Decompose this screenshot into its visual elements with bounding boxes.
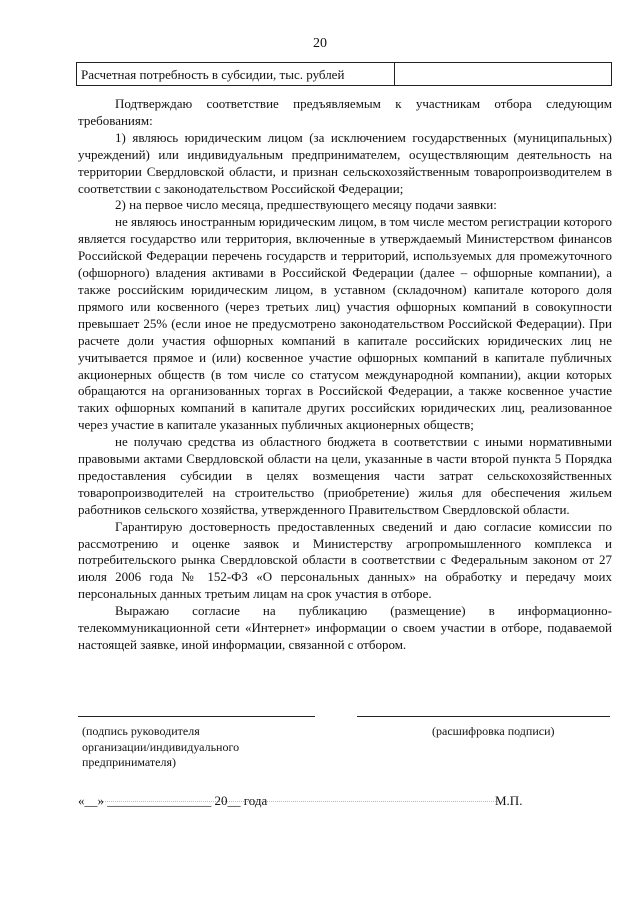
signature-caption: (подпись руководителя организации/индивидуального предпринимателя) [82,724,240,769]
signature-line[interactable] [78,716,315,717]
paragraph-requirement-1: 1) являюсь юридическим лицом (за исключением государственных (муниципальных) учреждений) или индивидуальным предпринимателем, осуществляющим деятельность на территории Свердловской области, и признан сельскохозяйственным товаропроизводителем в соответствии с законодательством Российской Федерации; [78,129,612,196]
subsidy-label-cell: Расчетная потребность в субсидии, тыс. рублей [77,63,395,85]
declaration-body [78,96,612,654]
date-field[interactable]: «__» ________________ 20__ года [78,793,268,808]
subsidy-value-cell[interactable] [395,63,611,85]
paragraph-offshore: не являюсь иностранным юридическим лицом, в том числе местом регистрации которого является государство или территория, включенные в утверждаемый Министерством финансов Российской Федерации перечень государств и территорий, используемых для промежуточного (офшорного) владения активами в Российской Федерации (далее – офшорные компании), а также российским юридическим лицом, в уставном (складочном) капитале которого доля прямого или косвенного (через третьих лиц) участия офшорных компаний в совокупности превышает 25% (если иное не предусмотрено законодательством Российской Федерации). При расчете доли участия офшорных компаний в капитале российских юридических лиц не учитывается прямое и (или) косвенное участие офшорных компаний в капитале публичных акционерных обществ (в том числе со статусом международной компании), акции которых обращаются на организованных торгах в Российской Федерации, а также косвенное участие таких офшорных компаний в капитале других российских юридических лиц, реализованное через участие в капитале указанных публичных акционерных обществ; [78,214,612,433]
signature-decoding-caption: (расшифровка подписи) [432,724,555,738]
signature-decoding-line[interactable] [357,716,610,717]
paragraph-budget: не получаю средства из областного бюджета в соответствии с иными нормативными правовыми актами Свердловской области на цели, указанные в части второй пункта 5 Порядка предоставления субсидии в целях возмещения части затрат сельскохозяйственных товаропроизводителей на строительство (приобретение) жилья для обеспечения жильем работников сельского хозяйства, утвержденного Правительством Свердловской области. [78,434,612,517]
paragraph-guarantee: Гарантирую достоверность предоставленных сведений и даю согласие комиссии по рассмотрению и оценке заявок и Министерству агропромышленного комплекса и потребительского рынка Свердловской области в соответствии с Федеральным законом от 27 июля 2006 года № 152-ФЗ «О персональных данных» на обработку и передачу моих персональных данных третьим лицам на срок участия в отборе. [78,518,612,602]
paragraph-publication: Выражаю согласие на публикацию (размещение) в информационно-телекоммуникационной сети «Интернет» информации о своем участии в отборе, подаваемой настоящей заявке, иной информации, связанной с отбором. [78,603,612,652]
subsidy-table [76,62,612,86]
paragraph-confirm: Подтверждаю соответствие предъявляемым к участникам отбора следующим требованиям: [78,96,612,128]
page-number: 20 [313,36,327,51]
paragraph-requirement-2: 2) на первое число месяца, предшествующего месяцу подачи заявки: [115,197,497,213]
stamp-placeholder: М.П. [495,793,523,808]
